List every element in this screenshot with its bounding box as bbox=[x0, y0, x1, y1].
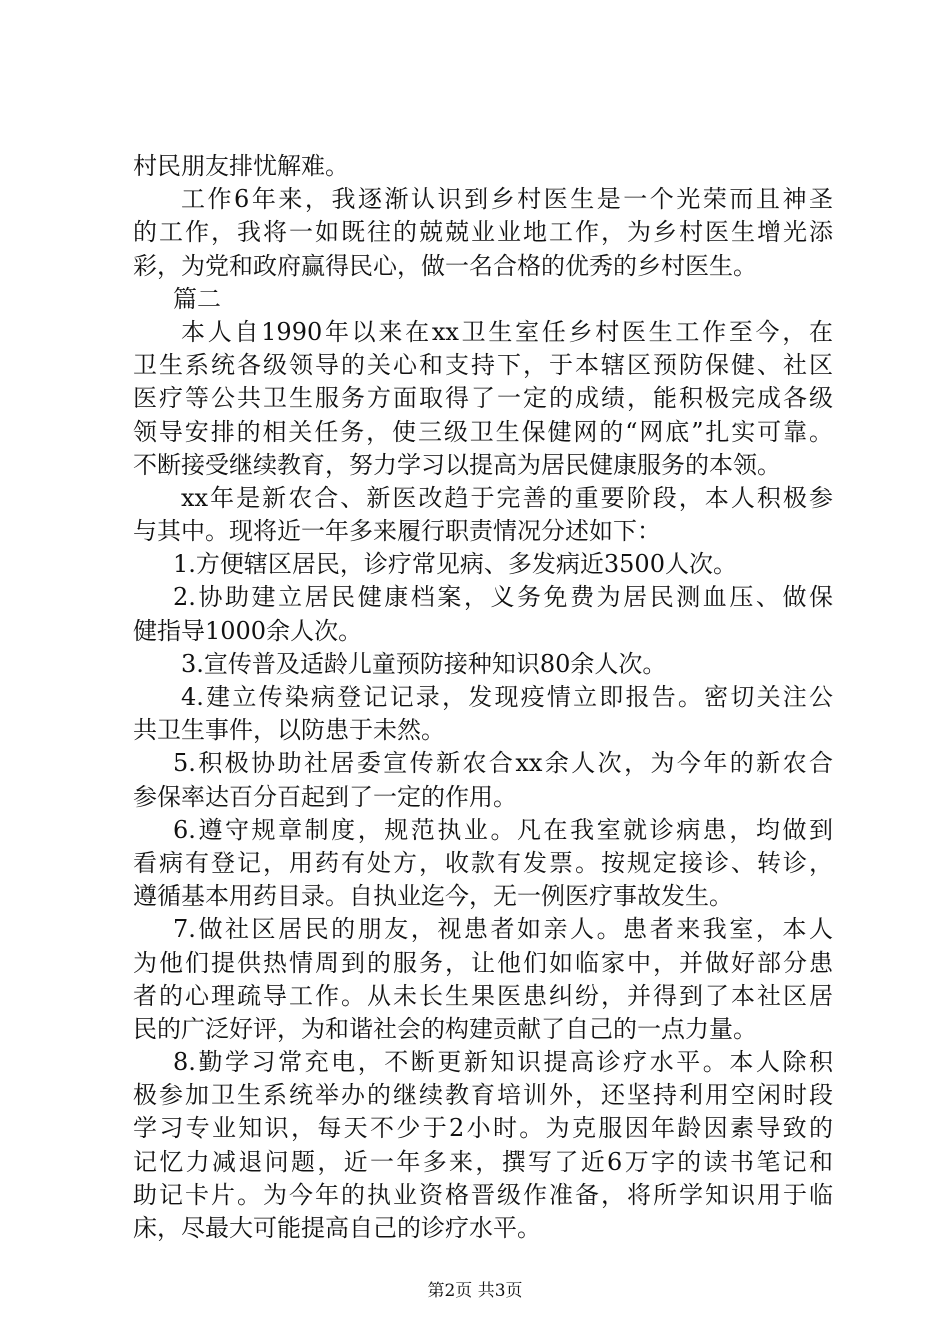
text-line: 民的广泛好评，为和谐社会的构建贡献了自己的一点力量。 bbox=[133, 1014, 757, 1043]
text-line: 共卫生事件，以防患于未然。 bbox=[133, 716, 445, 745]
text-line: 助记卡片。为今年的执业资格晋级作准备，将所学知识用于临 bbox=[133, 1180, 833, 1209]
document-body bbox=[133, 150, 833, 1245]
text-line: 3.宣传普及适龄儿童预防接种知识80余人次。 bbox=[181, 649, 667, 678]
text-line: 6.遵守规章制度，规范执业。凡在我室就诊病患，均做到 bbox=[173, 815, 833, 844]
text-line: 彩，为党和政府赢得民心，做一名合格的优秀的乡村医生。 bbox=[133, 251, 757, 280]
text-line: 本人自1990年以来在xx卫生室任乡村医生工作至今，在 bbox=[181, 317, 833, 346]
text-line: 不断接受继续教育，努力学习以提高为居民健康服务的本领。 bbox=[133, 450, 781, 479]
text-line: 1.方便辖区居民，诊疗常见病、多发病近3500人次。 bbox=[173, 550, 737, 579]
text-line: 领导安排的相关任务，使三级卫生保健网的“网底”扎实可靠。 bbox=[133, 417, 833, 446]
text-line: 5.积极协助社居委宣传新农合xx余人次，为今年的新农合 bbox=[173, 749, 833, 778]
text-line: 看病有登记，用药有处方，收款有发票。按规定接诊、转诊， bbox=[133, 848, 833, 877]
text-line: 床，尽最大可能提高自己的诊疗水平。 bbox=[133, 1214, 541, 1242]
text-line: 记忆力减退问题，近一年多来，撰写了近6万字的读书笔记和 bbox=[133, 1147, 833, 1176]
text-line: 篇二 bbox=[173, 284, 221, 313]
text-line: 村民朋友排忧解难。 bbox=[133, 152, 349, 180]
text-line: 者的心理疏导工作。从未长生果医患纠纷，并得到了本社区居 bbox=[133, 981, 833, 1010]
text-line: 7.做社区居民的朋友，视患者如亲人。患者来我室，本人 bbox=[173, 915, 833, 944]
text-line: 工作6年来，我逐渐认识到乡村医生是一个光荣而且神圣 bbox=[181, 185, 833, 214]
text-line: 卫生系统各级领导的关心和支持下，于本辖区预防保健、社区 bbox=[133, 351, 833, 380]
text-line: 健指导1000余人次。 bbox=[133, 616, 363, 645]
text-line: 4.建立传染病登记记录，发现疫情立即报告。密切关注公 bbox=[181, 683, 833, 711]
text-line: xx年是新农合、新医改趋于完善的重要阶段，本人积极参 bbox=[181, 483, 833, 512]
page-footer: 第2页 共3页 bbox=[427, 1281, 523, 1301]
text-line: 参保率达百分百起到了一定的作用。 bbox=[133, 782, 517, 811]
text-line: 为他们提供热情周到的服务，让他们如临家中，并做好部分患 bbox=[133, 948, 833, 977]
text-line: 极参加卫生系统举办的继续教育培训外，还坚持利用空闲时段 bbox=[133, 1081, 833, 1110]
text-line: 2.协助建立居民健康档案，义务免费为居民测血压、做保 bbox=[173, 583, 833, 612]
text-line: 医疗等公共卫生服务方面取得了一定的成绩，能积极完成各级 bbox=[133, 384, 833, 413]
text-line: 的工作，我将一如既往的兢兢业业地工作，为乡村医生增光添 bbox=[133, 218, 833, 247]
text-line: 与其中。现将近一年多来履行职责情况分述如下： bbox=[133, 517, 661, 546]
text-line: 8.勤学习常充电，不断更新知识提高诊疗水平。本人除积 bbox=[173, 1048, 833, 1077]
text-line: 遵循基本用药目录。自执业迄今，无一例医疗事故发生。 bbox=[133, 882, 733, 911]
text-line: 学习专业知识，每天不少于2小时。为克服因年龄因素导致的 bbox=[133, 1114, 833, 1143]
